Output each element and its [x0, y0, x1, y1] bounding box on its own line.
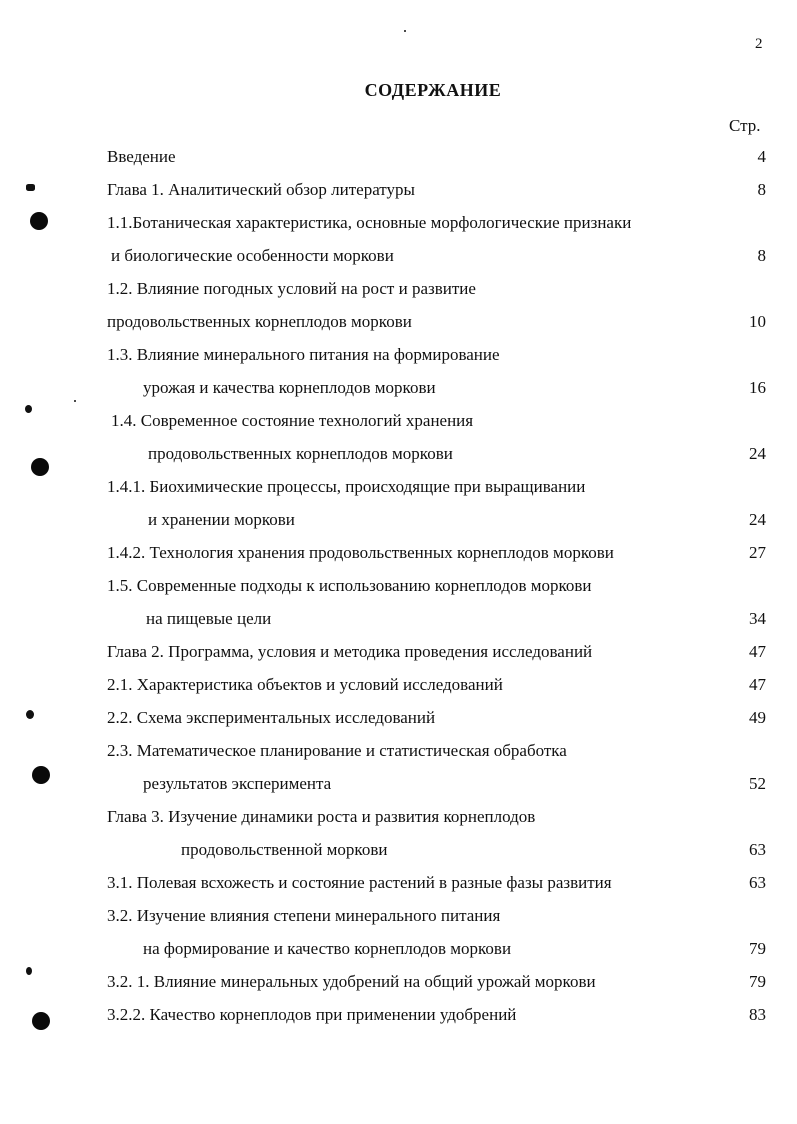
- toc-entry-page: 24: [749, 444, 766, 463]
- toc-entry-page: 83: [749, 1005, 766, 1024]
- toc-entry-text: результатов эксперимента: [143, 774, 332, 793]
- scan-speck: [26, 710, 34, 719]
- toc-entry-page: 49: [749, 708, 766, 727]
- toc-entry-page: 63: [749, 873, 766, 892]
- toc-entry-text: и биологические особенности моркови: [111, 246, 394, 265]
- toc-entry-page: 24: [749, 510, 766, 529]
- toc-entry-text: 3.1. Полевая всхожесть и состояние растений в разные фазы развития: [107, 873, 612, 892]
- scan-speck: [25, 405, 32, 413]
- toc-entry-text: Глава 2. Программа, условия и методика проведения исследований: [107, 642, 593, 661]
- toc-entry-text: 1.3. Влияние минерального питания на формирование: [107, 345, 500, 364]
- toc-entry-text: продовольственных корнеплодов моркови: [148, 444, 453, 463]
- toc-entry-page: 47: [749, 675, 766, 694]
- scan-speck: [404, 30, 406, 32]
- toc-entry-text: на формирование и качество корнеплодов моркови: [143, 939, 512, 958]
- binder-hole: [32, 766, 50, 784]
- toc-entry-text: 1.2. Влияние погодных условий на рост и развитие: [107, 279, 476, 298]
- toc-entry-text: продовольственной моркови: [181, 840, 388, 859]
- toc-entry-text: Введение: [107, 147, 176, 166]
- toc-entry-text: 1.4.2. Технология хранения продовольственных корнеплодов моркови: [107, 543, 614, 562]
- toc-entry-text: 2.2. Схема экспериментальных исследований: [107, 708, 436, 727]
- toc-entry-page: 34: [749, 609, 766, 628]
- toc-entry-page: 8: [757, 180, 766, 199]
- toc-entry-text: на пищевые цели: [146, 609, 272, 628]
- scan-speck: [26, 967, 32, 975]
- scan-speck: [26, 184, 35, 191]
- toc-entry-text: 1.5. Современные подходы к использованию корнеплодов моркови: [107, 576, 592, 595]
- toc-entry-text: 1.1.Ботаническая характеристика, основные морфологические признаки: [107, 213, 632, 232]
- toc-entry-page: 52: [749, 774, 766, 793]
- toc-entry-text: и хранении моркови: [148, 510, 295, 529]
- toc-entry-text: урожая и качества корнеплодов моркови: [143, 378, 436, 397]
- binder-hole: [31, 458, 49, 476]
- toc-entry-text: Глава 3. Изучение динамики роста и развития корнеплодов: [107, 807, 536, 826]
- toc-entry-page: 4: [757, 147, 766, 166]
- toc-entry-text: продовольственных корнеплодов моркови: [107, 312, 412, 331]
- toc-entry-page: 27: [749, 543, 766, 562]
- toc-entry-text: 2.3. Математическое планирование и статистическая обработка: [107, 741, 567, 760]
- toc-entry-page: 47: [749, 642, 766, 661]
- binder-hole: [32, 1012, 50, 1030]
- page-column-label: Стр.: [729, 116, 761, 135]
- toc-entry-text: 3.2. 1. Влияние минеральных удобрений на общий урожай моркови: [107, 972, 596, 991]
- scan-speck: [74, 400, 76, 402]
- toc-entry-page: 8: [757, 246, 766, 265]
- toc-entry-page: 79: [749, 939, 766, 958]
- page-number: 2: [755, 36, 763, 52]
- binder-hole: [30, 212, 48, 230]
- toc-entry-page: 16: [749, 378, 766, 397]
- toc-entry-text: 3.2.2. Качество корнеплодов при применении удобрений: [107, 1005, 517, 1024]
- toc-entry-page: 10: [749, 312, 766, 331]
- toc-entry-text: 3.2. Изучение влияния степени минерального питания: [107, 906, 501, 925]
- toc-entry-text: 2.1. Характеристика объектов и условий исследований: [107, 675, 503, 694]
- page-title: СОДЕРЖАНИЕ: [364, 80, 502, 100]
- toc-entry-text: 1.4. Современное состояние технологий хранения: [111, 411, 474, 430]
- toc-entry-text: 1.4.1. Биохимические процессы, происходящие при выращивании: [107, 477, 586, 496]
- toc-entry-text: Глава 1. Аналитический обзор литературы: [107, 180, 415, 199]
- toc-entry-page: 63: [749, 840, 766, 859]
- toc-entry-page: 79: [749, 972, 766, 991]
